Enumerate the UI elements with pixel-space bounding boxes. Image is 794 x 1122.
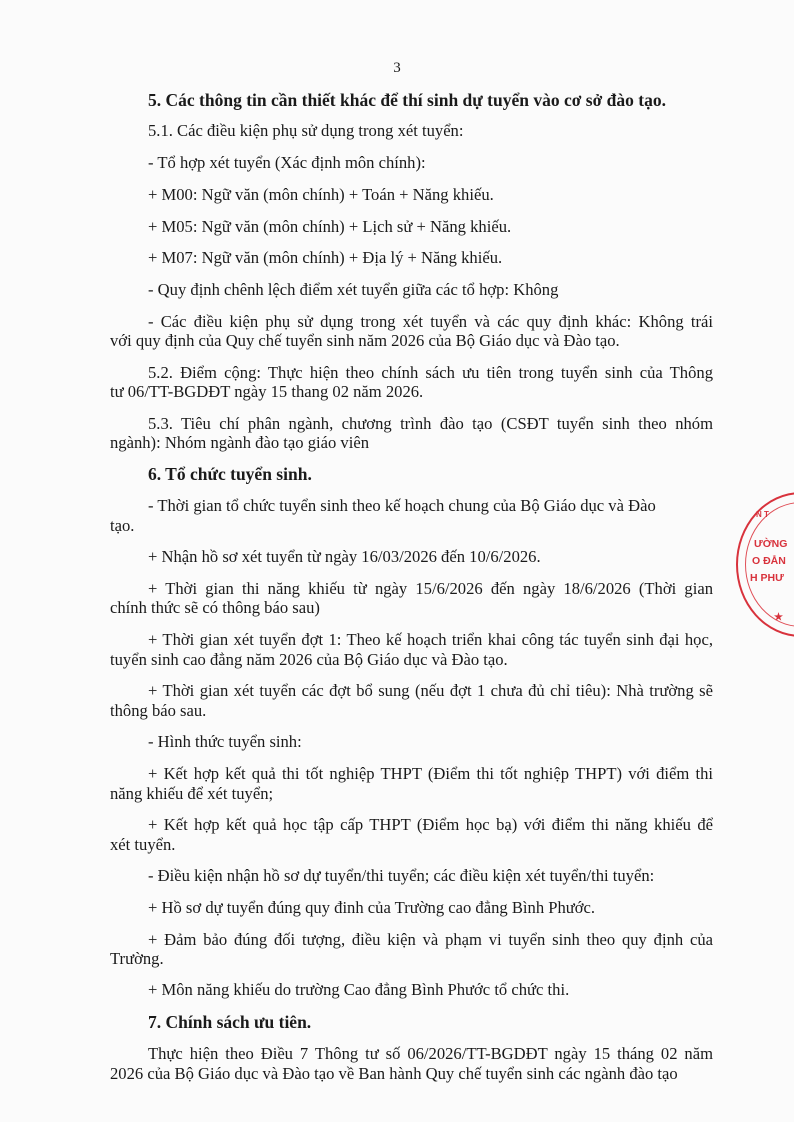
page-number: 3 bbox=[393, 60, 401, 76]
priority-line-2: 2026 của Bộ Giáo dục và Đào tạo về Ban hành Quy chế tuyển sinh các ngành đào tạo bbox=[110, 1064, 678, 1083]
section-7-heading: 7. Chính sách ưu tiên. bbox=[148, 1012, 312, 1032]
combo-m07: + M07: Ngữ văn (môn chính) + Địa lý + Năng khiếu. bbox=[148, 248, 503, 267]
extra-rounds-line-2: thông báo sau. bbox=[110, 701, 207, 720]
priority-line-1: Thực hiện theo Điều 7 Thông tư số 06/2026/TT-BGDĐT ngày 15 tháng 02 năm bbox=[148, 1044, 713, 1063]
bonus-points-line-1: 5.2. Điểm cộng: Thực hiện theo chính sách ưu tiên trong tuyển sinh của Thông bbox=[148, 363, 713, 382]
round1-line-1: + Thời gian xét tuyển đợt 1: Theo kế hoạch triển khai công tác tuyển sinh đại học, bbox=[148, 630, 713, 649]
time-line-2: tạo. bbox=[110, 516, 135, 535]
round1-line-2: tuyển sinh cao đẳng năm 2026 của Bộ Giáo dục và Đào tạo. bbox=[110, 650, 508, 669]
other-conditions-line-1: - Các điều kiện phụ sử dụng trong xét tuyển và các quy định khác: Không trái bbox=[148, 312, 713, 331]
condition-3: + Môn năng khiếu do trường Cao đẳng Bình Phước tổ chức thi. bbox=[148, 980, 570, 999]
receive-dossier: + Nhận hồ sơ xét tuyển từ ngày 16/03/2026 đến 10/6/2026. bbox=[148, 547, 541, 566]
criteria-line-1: 5.3. Tiêu chí phân ngành, chương trình đào tạo (CSĐT tuyển sinh theo nhóm bbox=[148, 414, 713, 433]
seal-text-line-3: H PHƯ bbox=[750, 572, 784, 584]
aptitude-line-2: chính thức sẽ có thông báo sau) bbox=[110, 598, 320, 617]
criteria-line-2: ngành): Nhóm ngành đào tạo giáo viên bbox=[110, 433, 369, 452]
combo-title: - Tổ hợp xét tuyển (Xác định môn chính): bbox=[148, 153, 426, 172]
seal-text-line-2: O ĐẲN bbox=[752, 555, 786, 567]
seal-text-top: N T bbox=[756, 510, 769, 519]
condition-2-line-2: Trường. bbox=[110, 949, 164, 968]
condition-1: + Hồ sơ dự tuyển đúng quy đinh của Trường cao đẳng Bình Phước. bbox=[148, 898, 596, 917]
admission-form-title: - Hình thức tuyển sinh: bbox=[148, 732, 302, 751]
diff-rule: - Quy định chênh lệch điểm xét tuyển giữa các tổ hợp: Không bbox=[148, 280, 559, 299]
conditions-title: - Điều kiện nhận hồ sơ dự tuyển/thi tuyển; các điều kiện xét tuyển/thi tuyển: bbox=[148, 866, 655, 885]
extra-rounds-line-1: + Thời gian xét tuyển các đợt bổ sung (nếu đợt 1 chưa đủ chỉ tiêu): Nhà trường sẽ bbox=[148, 681, 713, 700]
time-line-1: - Thời gian tổ chức tuyển sinh theo kế hoạch chung của Bộ Giáo dục và Đào bbox=[148, 496, 656, 515]
form1-line-1: + Kết hợp kết quả thi tốt nghiệp THPT (Điểm thi tốt nghiệp THPT) với điểm thi bbox=[148, 764, 713, 783]
other-conditions-line-2: với quy định của Quy chế tuyển sinh năm 2026 của Bộ Giáo dục và Đào tạo. bbox=[110, 331, 620, 350]
form2-line-2: xét tuyển. bbox=[110, 835, 176, 854]
seal-star-icon: ★ bbox=[774, 612, 783, 623]
section-5-1-title: 5.1. Các điều kiện phụ sử dụng trong xét tuyển: bbox=[148, 121, 464, 140]
form2-line-1: + Kết hợp kết quả học tập cấp THPT (Điểm học bạ) với điểm thi năng khiếu để bbox=[148, 815, 713, 834]
bonus-points-line-2: tư 06/TT-BGDĐT ngày 15 thang 02 năm 2026. bbox=[110, 382, 424, 401]
combo-m05: + M05: Ngữ văn (môn chính) + Lịch sử + Năng khiếu. bbox=[148, 217, 512, 236]
seal-text-line-1: ƯỜNG bbox=[754, 538, 788, 550]
aptitude-line-1: + Thời gian thi năng khiếu từ ngày 15/6/2026 đến ngày 18/6/2026 (Thời gian bbox=[148, 579, 713, 598]
condition-2-line-1: + Đảm bảo đúng đối tượng, điều kiện và phạm vi tuyển sinh theo quy định của bbox=[148, 930, 713, 949]
section-6-heading: 6. Tổ chức tuyển sinh. bbox=[148, 464, 312, 484]
section-5-heading: 5. Các thông tin cần thiết khác để thí sinh dự tuyển vào cơ sở đào tạo. bbox=[148, 90, 666, 110]
combo-m00: + M00: Ngữ văn (môn chính) + Toán + Năng khiếu. bbox=[148, 185, 494, 204]
form1-line-2: năng khiếu để xét tuyển; bbox=[110, 784, 274, 803]
